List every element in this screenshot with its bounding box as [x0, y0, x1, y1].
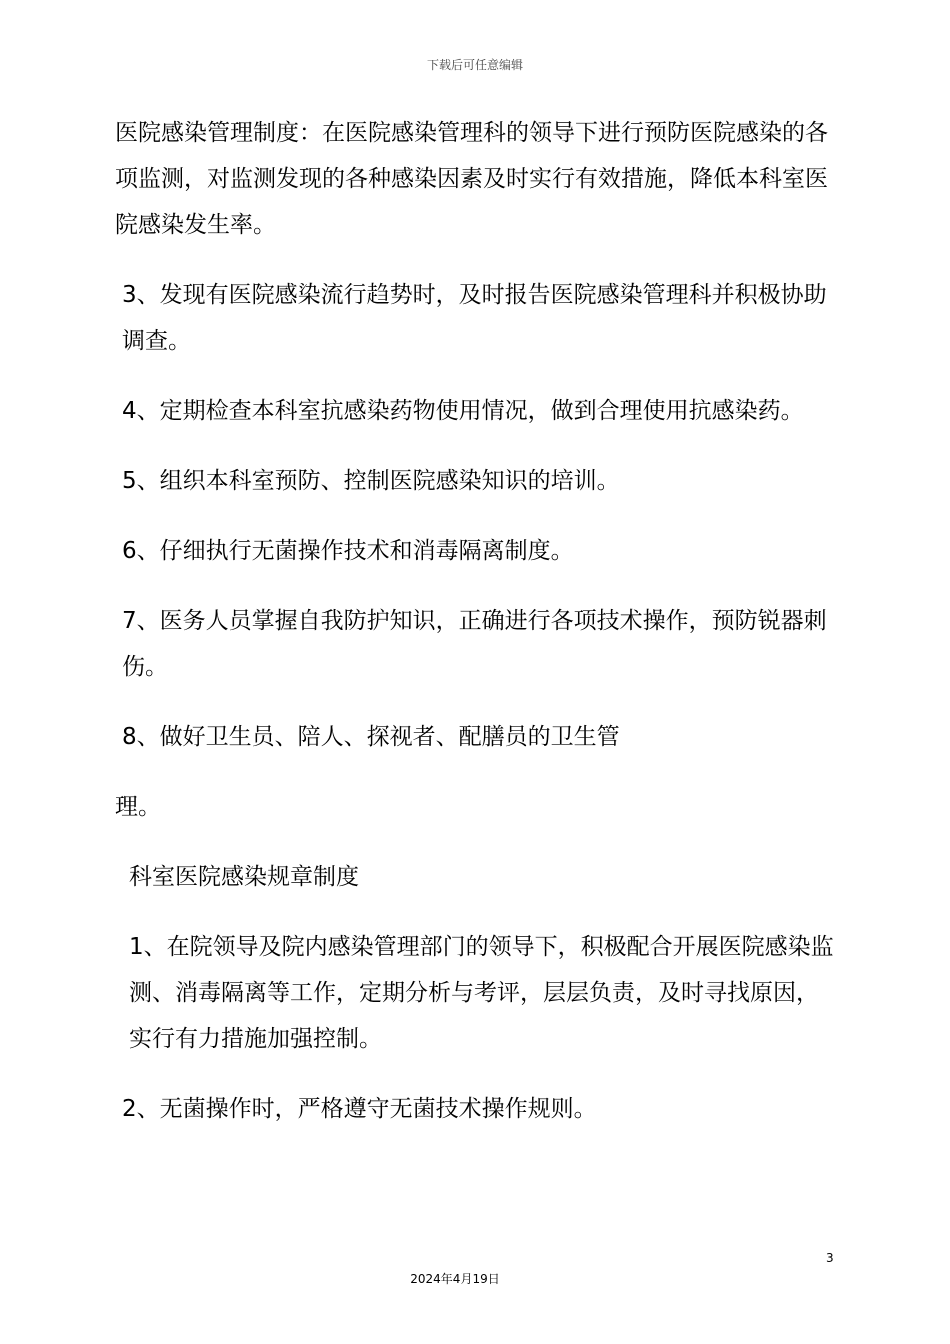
page-number: 3	[826, 1251, 834, 1265]
paragraph-item-6: 6、仔细执行无菌操作技术和消毒隔离制度。	[122, 538, 574, 564]
paragraph-item-8-continued: 理。	[115, 794, 161, 820]
paragraph-item-4: 4、定期检查本科室抗感染药物使用情况，做到合理使用抗感染药。	[122, 398, 804, 424]
document-body	[115, 110, 837, 1132]
paragraph-rule-2: 2、无菌操作时，严格遵守无菌技术操作规则。	[122, 1096, 597, 1122]
paragraph-item-5: 5、组织本科室预防、控制医院感染知识的培训。	[122, 468, 620, 494]
paragraph-item-7: 7、医务人员掌握自我防护知识，正确进行各项技术操作，预防锐器刺伤。	[122, 608, 827, 680]
header-note: 下载后可任意编辑	[426, 58, 523, 72]
section-heading: 科室医院感染规章制度	[129, 864, 359, 890]
paragraph-rule-1: 1、在院领导及院内感染管理部门的领导下，积极配合开展医院感染监测、消毒隔离等工作，定期分析与考评，层层负责，及时寻找原因，实行有力措施加强控制。	[129, 934, 834, 1052]
footer-date: 2024年4月19日	[410, 1272, 500, 1286]
paragraph-infection-management-system: 医院感染管理制度：在医院感染管理科的领导下进行预防医院感染的各项监测，对监测发现的各种感染因素及时实行有效措施，降低本科室医院感染发生率。	[115, 120, 828, 238]
paragraph-item-3: 3、发现有医院感染流行趋势时，及时报告医院感染管理科并积极协助调查。	[122, 282, 827, 354]
paragraph-item-8: 8、做好卫生员、陪人、探视者、配膳员的卫生管	[122, 724, 620, 750]
